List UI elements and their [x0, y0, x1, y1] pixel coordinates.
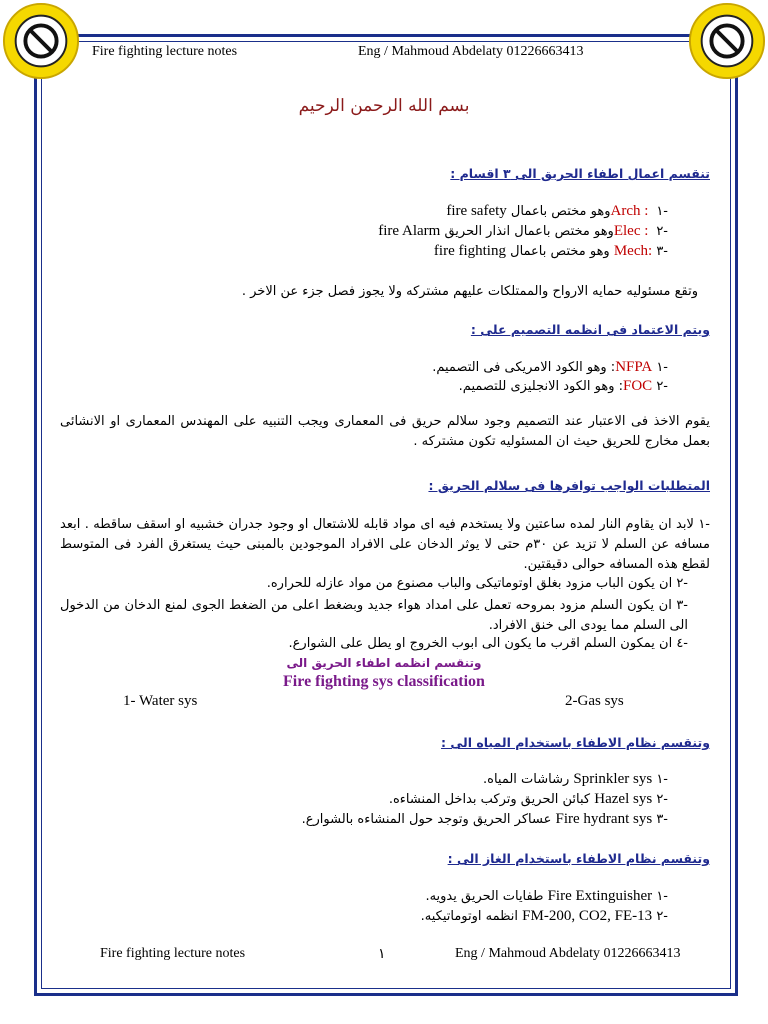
section2-paragraph: يقوم الاخذ فى الاعتبار عند التصميم وجود سلالم حريق فى المعمارى ويجب التنبيه على المهندس المعمارى او الانشائى بعمل مخارج للحريق حيث ان المسئوليه تكون مشتركه .: [60, 414, 710, 449]
section1-item-3: -٣ Mech: وهو مختص باعمال fire fighting: [433, 243, 668, 259]
section1-item-2: -٢ Elec : وهو مختص باعمال انذار الحريق fire Alarm: [378, 223, 668, 239]
classification-title: Fire fighting sys classification: [283, 673, 485, 690]
header-title: Fire fighting lecture notes: [92, 44, 238, 59]
section2-item-2: -٢ FOC: وهو الكود الانجليزى للتصميم.: [458, 378, 668, 394]
section1-heading: تنقسم اعمال اطفاء الحريق الى ٣ اقسام :: [450, 166, 710, 181]
footer-author: Eng / Mahmoud Abdelaty 01226663413: [455, 946, 681, 961]
abbyy-seal-icon-left: [2, 2, 80, 80]
section3-heading: المتطلبات الواجب توافرها فى سلالم الحريق :: [428, 478, 710, 493]
classification-water: 1- Water sys: [123, 693, 198, 709]
section1-note: وتقع مسئوليه حمايه الارواح والممتلكات عليهم مشتركه ولا يجوز فصل جزء عن الاخر .: [241, 284, 698, 299]
classification-gas: 2-Gas sys: [565, 693, 624, 709]
section4-item-2: -٢ Hazel sys كبائن الحريق وتركب بداخل المنشاءه.: [388, 791, 668, 807]
footer-page-number: ١: [378, 947, 386, 962]
section2-heading: ويتم الاعتماد فى انظمه التصميم على :: [470, 322, 710, 337]
classification-arabic: وتنقسم انظمه اطفاء الحريق الى: [286, 656, 482, 670]
abbyy-seal-icon-right: [688, 2, 766, 80]
section3-item-1: -١ لابد ان يقاوم النار لمده ساعتين ولا يستخدم فيه اى مواد قابله للاشتعال او وجود جدران خشبيه او اسقف ساقطه . ابعد مسافه عن السلم لا تزيد عن ٣٠م حتى لا يوثر الدخان على الافراد الموجودين بالمبنى حيث يستغرق الفرد فى المتوسط لقطع هذه المسافه حوالى دقيقتين.: [60, 517, 710, 572]
basmala: بسم الله الرحمن الرحيم: [298, 96, 470, 116]
section4-heading: وتنقسم نظام الاطفاء باستخدام المياه الى :: [441, 735, 710, 750]
section5-item-2: -٢ FM-200, CO2, FE-13 انظمه اوتوماتيكيه.: [420, 908, 668, 924]
section5-item-1: -١ Fire Extinguisher طفايات الحريق يدويه.: [425, 888, 668, 904]
section2-item-1: -١ NFPA: وهو الكود الامريكى فى التصميم.: [432, 359, 668, 375]
section3-item-4: -٤ ان يمكون السلم اقرب ما يكون الى ابوب الخروج او يطل على الشوارع.: [288, 636, 688, 651]
footer-title: Fire fighting lecture notes: [100, 946, 246, 961]
header-author: Eng / Mahmoud Abdelaty 01226663413: [358, 44, 584, 59]
section4-item-1: -١ Sprinkler sys رشاشات المياه.: [483, 771, 668, 787]
section3-item-3: -٣ ان يكون السلم مزود بمروحه تعمل على امداد هواء جديد وبضغط اعلى من الضغط الجوى لمنع الدخان من الدخول الى السلم مما يودى الى خنق الافراد.: [60, 598, 688, 633]
section5-heading: وتنقسم نظام الاطفاء باستخدام الغاز الى :: [447, 851, 710, 866]
section4-item-3: -٣ Fire hydrant sys عساكر الحريق وتوجد حول المنشاءه بالشوارع.: [301, 811, 668, 827]
section1-item-1: -١ Arch : وهو مختص باعمال fire safety: [446, 203, 668, 219]
section3-item-2: -٢ ان يكون الباب مزود بغلق اوتوماتيكى والباب مصنوع من مواد عازله للحراره.: [266, 576, 688, 591]
